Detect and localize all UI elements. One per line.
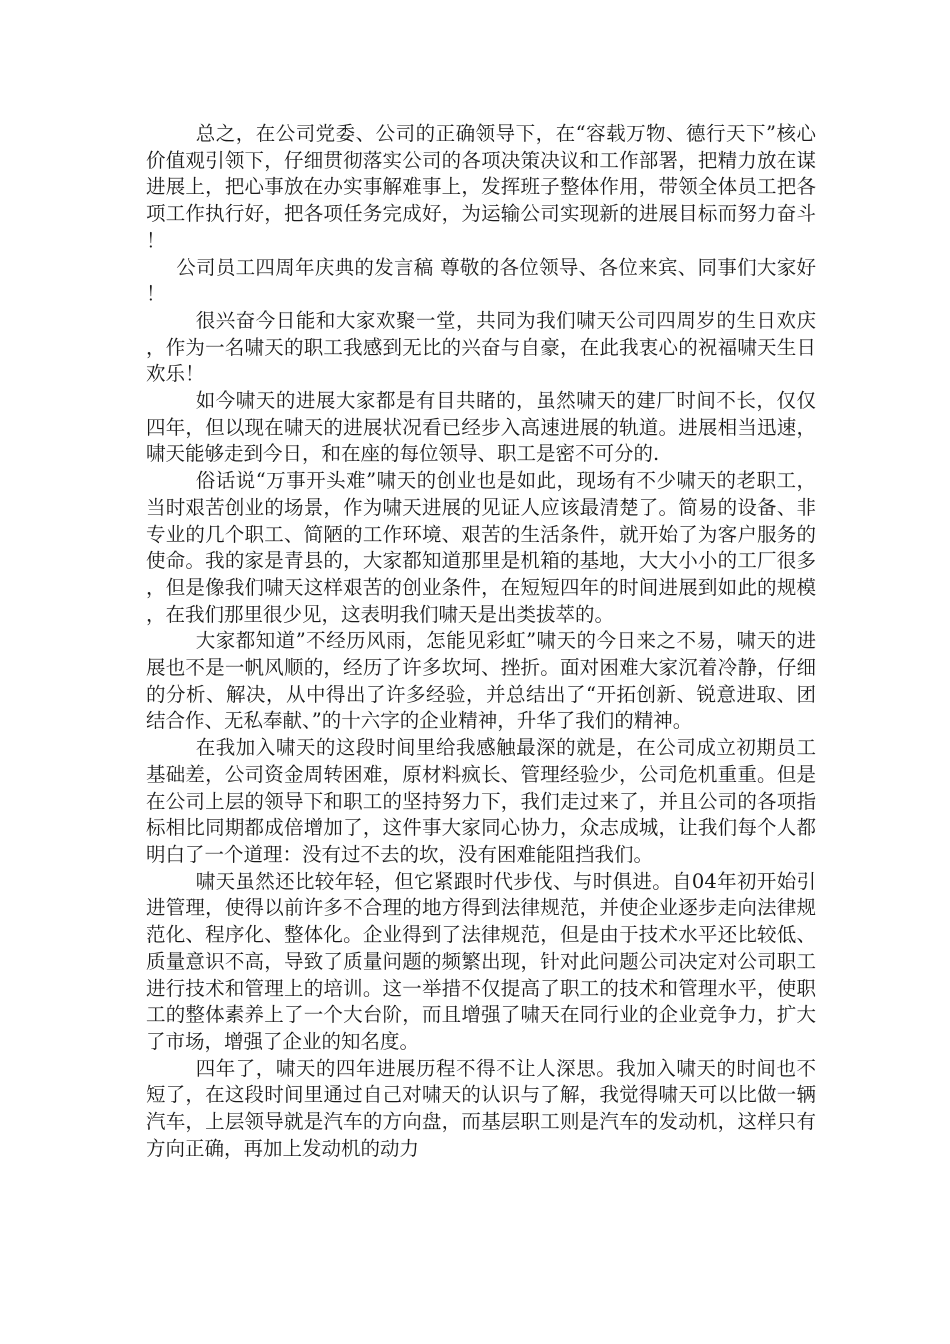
speech-title-and-greeting: 公司员工四周年庆典的发言稿 尊敬的各位领导、各位来宾、同事们大家好！ [146,255,816,306]
document-body [146,121,816,1162]
paragraph-conclusion: 总之，在公司党委、公司的正确领导下，在“容载万物、德行天下”核心价值观引领下，仔细贯彻落实公司的各项决策决议和工作部署，把精力放在谋进展上，把心事放在办实事解难事上，发挥班子整体作用，带领全体员工把各项工作执行好，把各项任务完成好，为运输公司实现新的进展目标而努力奋斗！ [146,122,816,252]
paragraph-reflection: 四年了，啸天的四年进展历程不得不让人深思。我加入啸天的时间也不短了，在这段时间里通过自己对啸天的认识与了解，我觉得啸天可以比做一辆汽车，上层领导就是汽车的方向盘，而基层职工则是汽车的发动机，这样只有方向正确，再加上发动机的动力 [146,1056,816,1160]
paragraph-startup-story: 俗话说“万事开头难”啸天的创业也是如此，现场有不少啸天的老职工，当时艰苦创业的场景，作为啸天进展的见证人应该最清楚了。简易的设备、非专业的几个职工、简陋的工作环境、艰苦的生活条件，就开始了为客户服务的使命。我的家是青县的，大家都知道那里是机箱的基地，大大小小的工厂很多，但是像我们啸天这样艰苦的创业条件，在短短四年的时间进展到如此的规模，在我们那里很少见，这表明我们啸天是出类拔萃的。 [146,469,816,626]
paragraph-personal-experience: 在我加入啸天的这段时间里给我感触最深的就是，在公司成立初期员工基础差，公司资金周转困难，原材料疯长、管理经验少，公司危机重重。但是在公司上层的领导下和职工的坚持努力下，我们走过来了，并且公司的各项指标相比同期都成倍增加了，这件事大家同心协力，众志成城，让我们每个人都明白了一个道理：没有过不去的坎，没有困难能阻挡我们。 [146,736,816,866]
paragraph-management: 啸天虽然还比较年轻，但它紧跟时代步伐、与时俱进。自04年初开始引进管理，使得以前许多不合理的地方得到法律规范，并使企业逐步走向法律规范化、程序化、整体化。企业得到了法律规范，但是由于技术水平还比较低、质量意识不高，导致了质量问题的频繁出现，针对此问题公司决定对公司职工进行技术和管理上的培训。这一举措不仅提高了职工的技术和管理水平，使职工的整体素养上了一个大台阶，而且增强了啸天在同行业的企业竞争力，扩大了市场，增强了企业的知名度。 [146,869,816,1053]
paragraph-hardships: 大家都知道”不经历风雨，怎能见彩虹”啸天的今日来之不易，啸天的进展也不是一帆风顺的，经历了许多坎坷、挫折。面对困难大家沉着冷静，仔细的分析、解决，从中得出了许多经验，并总结出了“开拓创新、锐意进取、团结合作、无私奉献、”的十六字的企业精神，升华了我们的精神。 [146,629,816,733]
paragraph-opening: 很兴奋今日能和大家欢聚一堂，共同为我们啸天公司四周岁的生日欢庆，作为一名啸天的职工我感到无比的兴奋与自豪，在此我衷心的祝福啸天生日欢乐！ [146,308,816,386]
paragraph-development: 如今啸天的进展大家都是有目共睹的，虽然啸天的建厂时间不长，仅仅四年，但以现在啸天的进展状况看已经步入高速进展的轨道。进展相当迅速，啸天能够走到今日，和在座的每位领导、职工是密不可分的. [146,389,816,466]
